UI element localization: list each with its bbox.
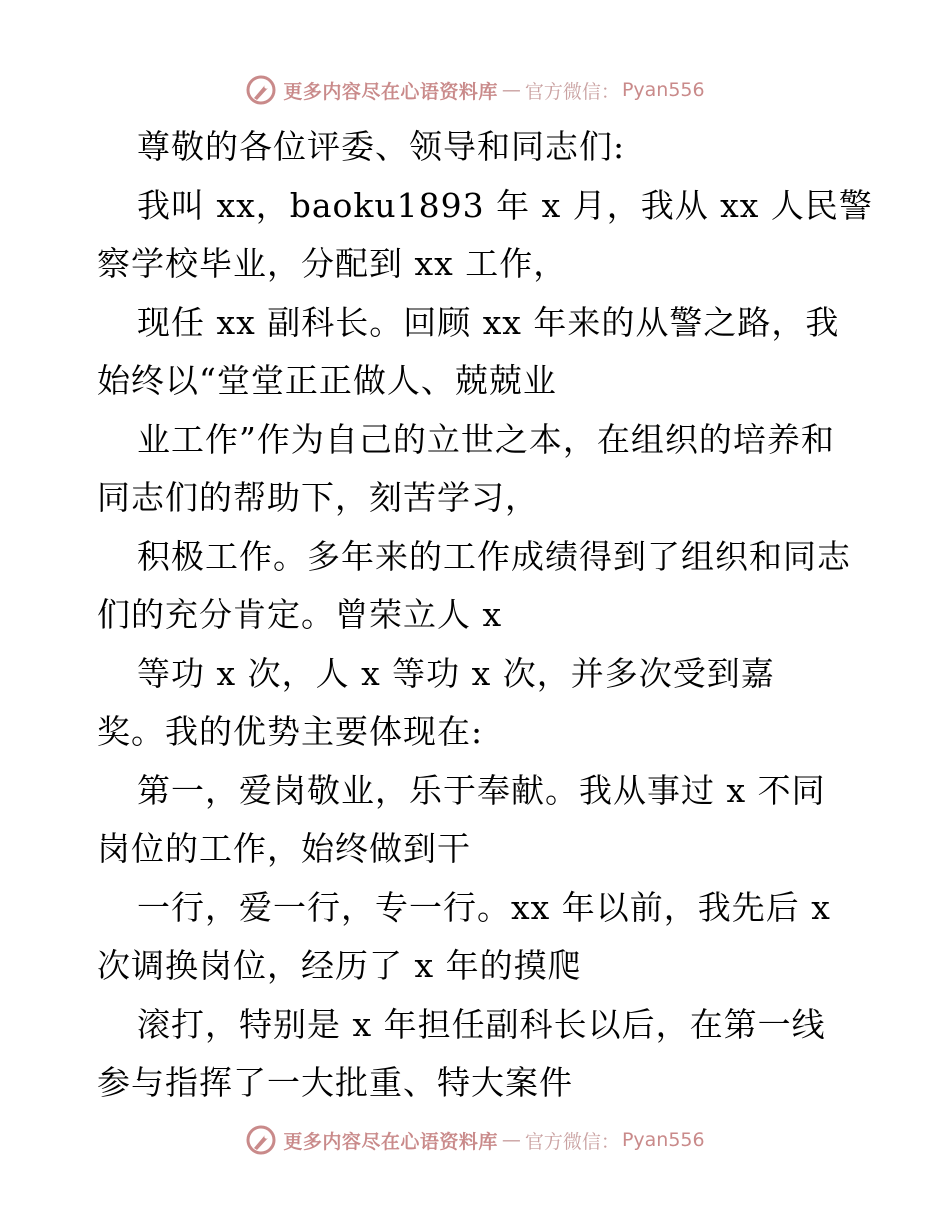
pen-nib-circle-icon: [245, 74, 277, 106]
text-line: 同志们的帮助下，刻苦学习，: [97, 478, 539, 517]
watermark-dash: —: [501, 79, 521, 101]
watermark-main-text: 更多内容尽在心语资料库: [283, 1130, 498, 1153]
text-line: 滚打，特别是 x 年担任副科长以后，在第一线: [137, 1004, 826, 1044]
watermark-wechat-label: 官方微信：: [524, 1130, 620, 1153]
text-line: 始终以“堂堂正正做人、兢兢业: [97, 361, 557, 400]
pen-nib-circle-icon: [245, 1124, 277, 1156]
watermark-dash: —: [501, 1129, 521, 1151]
text-line: 积极工作。多年来的工作成绩得到了组织和同志: [137, 536, 851, 576]
text-line: 现任 xx 副科长。回顾 xx 年来的从警之路，我: [137, 302, 840, 342]
text-line: 察学校毕业，分配到 xx 工作，: [97, 244, 568, 283]
watermark-wechat-id: Pyan556: [621, 79, 705, 101]
watermark-wechat-id: Pyan556: [621, 1129, 705, 1151]
document-body: [97, 118, 873, 1113]
text-line: 业工作”作为自己的立世之本，在组织的培养和: [137, 419, 835, 459]
watermark-wechat-label: 官方微信：: [524, 80, 620, 103]
text-line: 次调换岗位，经历了 x 年的摸爬: [97, 946, 582, 985]
text-line: 们的充分肯定。曾荣立人 x: [97, 595, 503, 634]
text-line: 第一，爱岗敬业，乐于奉献。我从事过 x 不同: [137, 770, 826, 810]
text-line: 我叫 xx，baoku1893 年 x 月，我从 xx 人民警: [137, 185, 873, 225]
watermark-main-text: 更多内容尽在心语资料库: [283, 80, 498, 103]
text-line: 等功 x 次，人 x 等功 x 次，并多次受到嘉: [137, 653, 775, 693]
text-line: 一行，爱一行，专一行。xx 年以前，我先后 x: [137, 887, 831, 927]
text-line: 奖。我的优势主要体现在:: [97, 712, 484, 751]
header-watermark: [0, 70, 950, 110]
text-line: 尊敬的各位评委、领导和同志们:: [137, 127, 626, 166]
text-line: 参与指挥了一大批重、特大案件: [97, 1063, 573, 1102]
footer-watermark: [0, 1120, 950, 1160]
text-line: 岗位的工作，始终做到干: [97, 829, 471, 868]
